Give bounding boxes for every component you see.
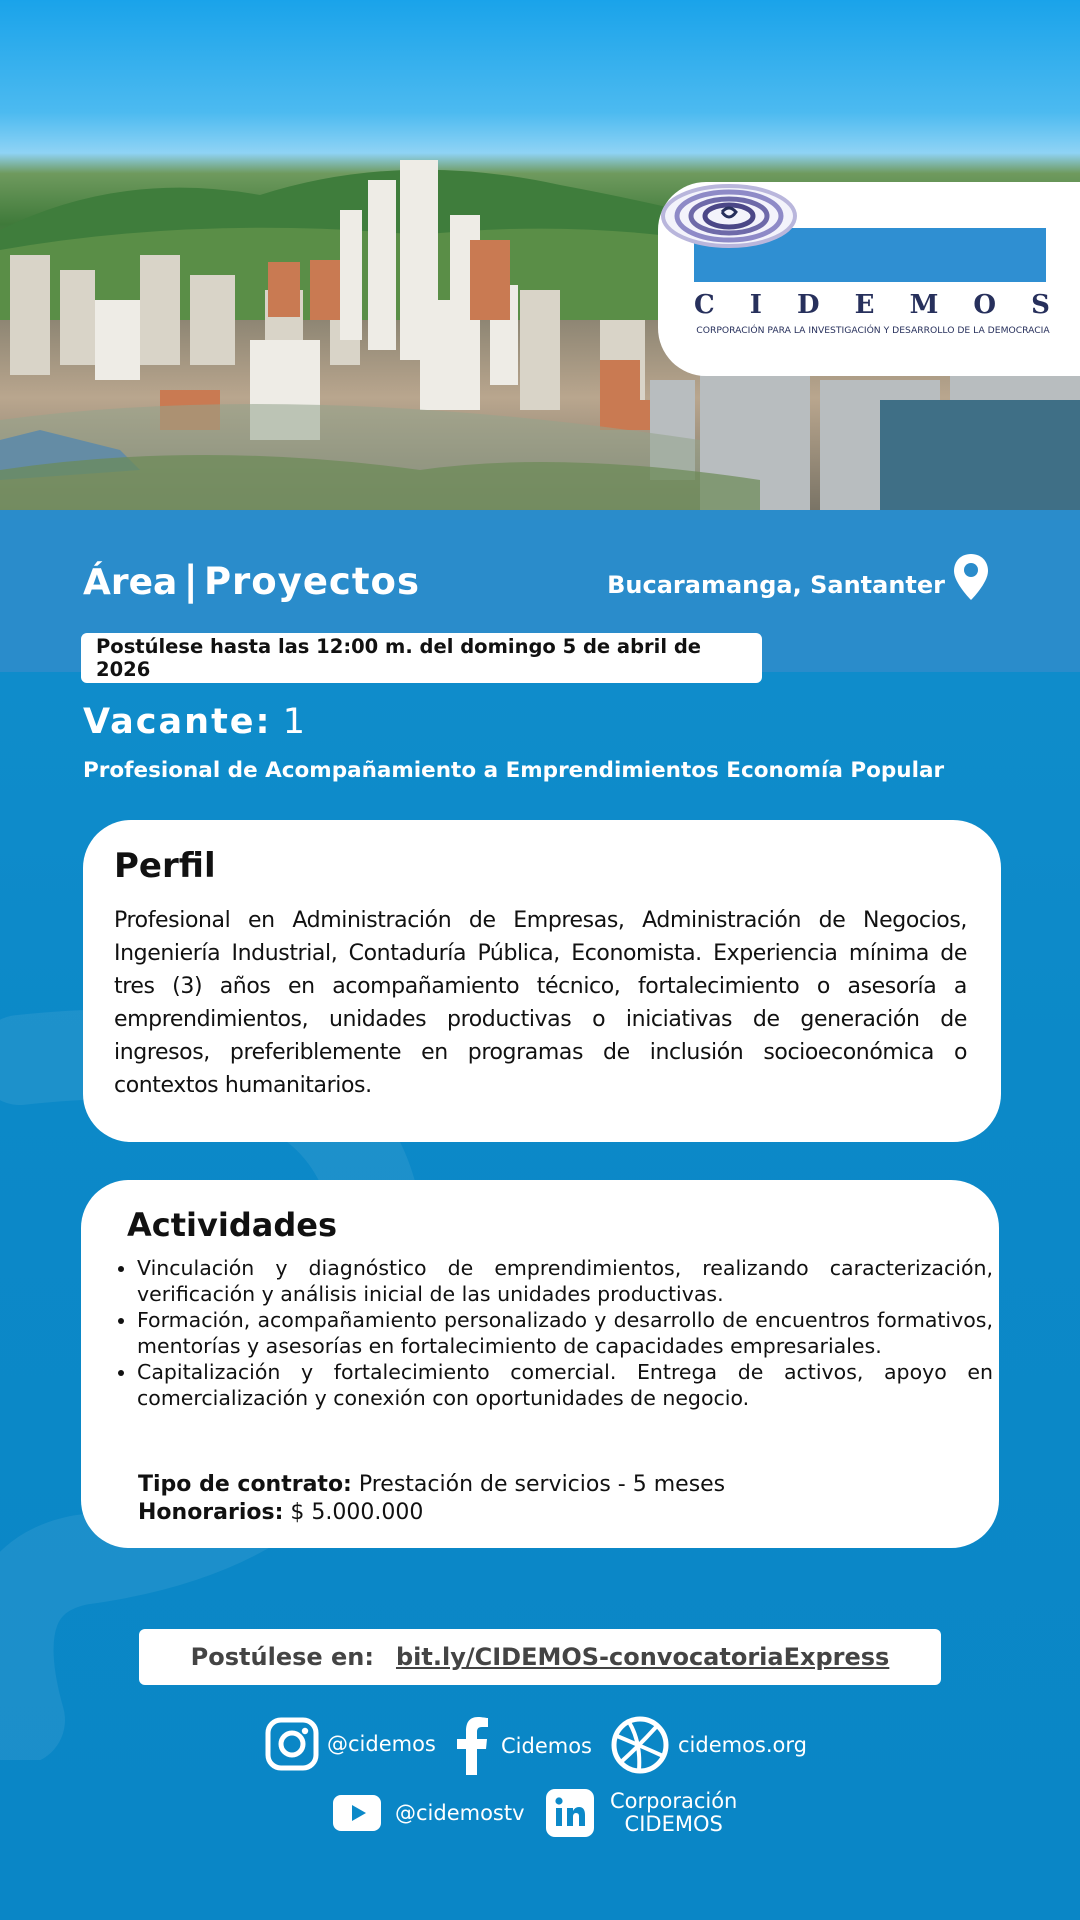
cidemos-logo-card: [658, 182, 1080, 376]
vacancy-label: Vacante:: [83, 702, 272, 742]
area-value: Proyectos: [203, 560, 420, 603]
contract-label: Tipo de contrato:: [138, 1472, 352, 1497]
globe-icon: [611, 1716, 669, 1774]
role-title: Profesional de Acompañamiento a Emprendimientos Economía Popular: [83, 758, 945, 783]
location-pin-icon: [952, 552, 990, 602]
logo-wordmark: C I D E M O S: [694, 290, 1050, 320]
website-url: cidemos.org: [678, 1733, 807, 1757]
vacancy-number: 1: [282, 702, 305, 742]
facebook-icon: [455, 1717, 489, 1775]
location-text: Bucaramanga, Santanter: [607, 571, 945, 599]
apply-box: [139, 1629, 941, 1685]
website-link[interactable]: [611, 1716, 807, 1774]
list-item: • Vinculación y diagnóstico de emprendimientos, realizando caracterización, verificación y análisis inicial de las unidades productivas.: [137, 1255, 993, 1307]
area-heading: [83, 558, 420, 604]
apply-label: Postúlese en:: [190, 1643, 374, 1671]
facebook-name: Cidemos: [501, 1734, 592, 1758]
linkedin-link[interactable]: [546, 1789, 737, 1837]
cidemos-logo-icon: [658, 182, 800, 252]
list-item: • Capitalización y fortalecimiento comercial. Entrega de activos, apoyo en comercialización y conexión con oportunidades de negocio.: [137, 1359, 993, 1411]
linkedin-name-line2: CIDEMOS: [624, 1812, 723, 1836]
youtube-icon: [333, 1795, 381, 1831]
youtube-link[interactable]: [333, 1795, 525, 1831]
profile-title: Perfil: [114, 846, 216, 886]
area-label: Área: [83, 562, 178, 603]
profile-card: [83, 820, 1001, 1142]
vacancy-count: [83, 702, 305, 742]
area-separator: |: [183, 558, 198, 604]
profile-text: Profesional en Administración de Empresas, Administración de Negocios, Ingeniería Industrial, Contaduría Pública, Economista. Experiencia mínima de tres (3) años en acompañamiento técnico, fortalecimiento o asesoría a emprendimientos, unidades productivas o iniciativas de generación de ingresos, preferiblemente en programas de inclusión socioeconómica o contextos humanitarios.: [114, 908, 967, 1098]
logo-tagline: CORPORACIÓN PARA LA INVESTIGACIÓN Y DESARROLLO DE LA DEMOCRACIA: [696, 325, 1050, 336]
instagram-handle: @cidemos: [327, 1732, 436, 1756]
contract-details: [138, 1471, 725, 1527]
linkedin-icon: [546, 1789, 594, 1837]
youtube-handle: @cidemostv: [395, 1801, 525, 1825]
activities-title: Actividades: [127, 1206, 337, 1244]
city-photo: [0, 0, 1080, 510]
activities-list: [111, 1255, 993, 1411]
linkedin-name: [610, 1790, 737, 1836]
instagram-link[interactable]: [265, 1717, 436, 1771]
apply-link[interactable]: bit.ly/CIDEMOS-convocatoriaExpress: [395, 1643, 890, 1671]
fee-value: $ 5.000.000: [290, 1500, 424, 1525]
facebook-link[interactable]: [455, 1717, 592, 1775]
instagram-icon: [265, 1717, 319, 1771]
activities-card: [81, 1180, 999, 1548]
list-item: • Formación, acompañamiento personalizado y desarrollo de encuentros formativos, mentorías y asesorías en fortalecimiento de capacidades empresariales.: [137, 1307, 993, 1359]
deadline-banner: Postúlese hasta las 12:00 m. del domingo 5 de abril de 2026: [81, 633, 762, 683]
contract-value: Prestación de servicios - 5 meses: [358, 1472, 726, 1497]
fee-label: Honorarios:: [138, 1500, 284, 1525]
linkedin-name-line1: Corporación: [610, 1789, 738, 1813]
